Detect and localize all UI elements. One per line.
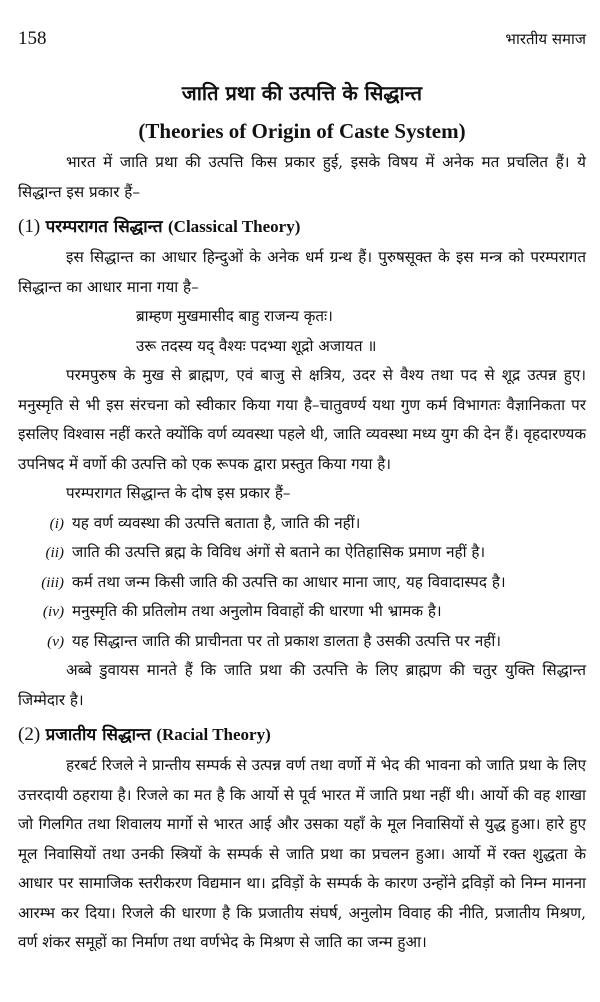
- list-item: [18, 568, 586, 598]
- classical-paragraph-3: अब्बे डुवायस मानते हैं कि जाति प्रथा की उत्पत्ति के लिए ब्राह्मण की चतुर युक्ति सिद्धान्त जिम्मेदार है।: [18, 661, 586, 709]
- list-item: [18, 597, 586, 627]
- chapter-title-hindi: जाति प्रथा की उत्पत्ति के सिद्धान्त: [181, 81, 423, 105]
- page-header: [18, 0, 586, 62]
- running-head: भारतीय समाज: [505, 30, 586, 48]
- section-number: (1): [18, 216, 41, 237]
- list-item-text: मनुस्मृति की प्रतिलोम तथा अनुलोम विवाहों की धारणा भी भ्रामक है।: [72, 602, 442, 620]
- section-number: (2): [18, 724, 41, 745]
- flaws-list: [18, 509, 586, 657]
- list-marker: (v): [47, 632, 64, 650]
- list-item-text: जाति की उत्पत्ति ब्रह्म के विविध अंगों से बताने का ऐतिहासिक प्रमाण नहीं है।: [72, 543, 486, 561]
- list-item-text: यह सिद्धान्त जाति की प्राचीनता पर तो प्रकाश डालता है उसकी उत्पत्ति पर नहीं।: [72, 631, 502, 650]
- list-item: [18, 538, 586, 568]
- section-heading-racial: [18, 719, 586, 751]
- racial-paragraph-1: हरबर्ट रिजले ने प्रान्तीय सम्पर्क से उत्पन्न वर्ण तथा वर्णो में भेद की भावना को जाति प्रथा के लिए उत्तरदायी ठहराया है। रिजले का मत है कि आर्यो से पूर्व भारत में जाति प्रथा नहीं थी। आर्यो की वह शाखा जो गिलगित तथा शिवालय मार्गो से भारत आई और उसका यहाँ के मूल निवासियों से युद्ध हुआ। हारे हुए मूल निवासियों तथा उनकी स्त्रियों के सम्पर्क से जाति प्रथा का प्रचलन हुआ। आर्यो में रक्त शुद्धता के आधार पर सामाजिक स्तरीकरण विद्यमान था। द्रविड़ों के सम्पर्क के कारण उन्होंने द्रविड़ों को निम्न मानना आरम्भ कर दिया। रिजले की धारणा है कि प्रजातीय संघर्ष, अनुलोम विवाह की नीति, प्रजातीय मिश्रण, वर्ण शंकर समूहों का निर्माण तथा वर्णभेद के मिश्रण से जाति का जन्म हुआ।: [18, 756, 586, 951]
- list-marker: (iii): [41, 573, 64, 591]
- classical-paragraph-1: इस सिद्धान्त का आधार हिन्दुओं के अनेक धर्म ग्रन्थ हैं। पुरुषसूक्त के इस मन्त्र को परम्परागत सिद्धान्त का आधार माना गया है–: [18, 248, 586, 296]
- list-marker: (i): [49, 514, 64, 532]
- page-number: 158: [18, 28, 47, 49]
- flaws-intro: परम्परागत सिद्धान्त के दोष इस प्रकार हैं–: [66, 484, 291, 502]
- section-heading-classical: [18, 211, 586, 243]
- section-heading-hindi: परम्परागत सिद्धान्त: [45, 217, 163, 237]
- section-heading-english: (Racial Theory): [156, 725, 271, 744]
- verse-line: ब्राम्हण मुखमासीद बाहु राजन्य कृतः।: [136, 307, 333, 325]
- intro-paragraph: भारत में जाति प्रथा की उत्पत्ति किस प्रकार हुई, इसके विषय में अनेक मत प्रचलित हैं। ये सिद्धान्त इस प्रकार हैं–: [18, 153, 586, 201]
- list-item-text: यह वर्ण व्यवस्था की उत्पत्ति बताता है, जाति की नहीं।: [72, 513, 361, 532]
- classical-paragraph-2: परमपुरुष के मुख से ब्राह्मण, एवं बाजु से क्षत्रिय, उदर से वैश्य तथा पद से शूद्र उत्पन्न हुए। मनुस्मृति से भी इस संरचना को स्वीकार किया गया है–चातुवर्ण्य यथा गुण कर्म विभागतः वैज्ञानिकता पर इसलिए विश्वास नहीं करते क्योंकि वर्ण व्यवस्था पहले थी, जाति व्यवस्था मध्य युग की देन हैं। वृहदारण्यक उपनिषद में वर्णो की उत्पत्ति को एक रूपक द्वारा प्रस्तुत किया गया है।: [18, 366, 586, 473]
- section-heading-english: (Classical Theory): [168, 217, 301, 236]
- list-item: [18, 627, 586, 657]
- list-item-text: कर्म तथा जन्म किसी जाति की उत्पत्ति का आधार माना जाए, यह विवादास्पद है।: [72, 572, 506, 591]
- verse-line: उरू तदस्य यद् वैश्यः पदभ्या शूद्रो अजायत ॥: [136, 336, 377, 355]
- section-heading-hindi: प्रजातीय सिद्धान्त: [45, 725, 151, 745]
- list-item: [18, 509, 586, 539]
- list-marker: (ii): [45, 544, 64, 561]
- list-marker: (iv): [42, 603, 64, 620]
- chapter-title-english: (Theories of Origin of Caste System): [138, 119, 466, 143]
